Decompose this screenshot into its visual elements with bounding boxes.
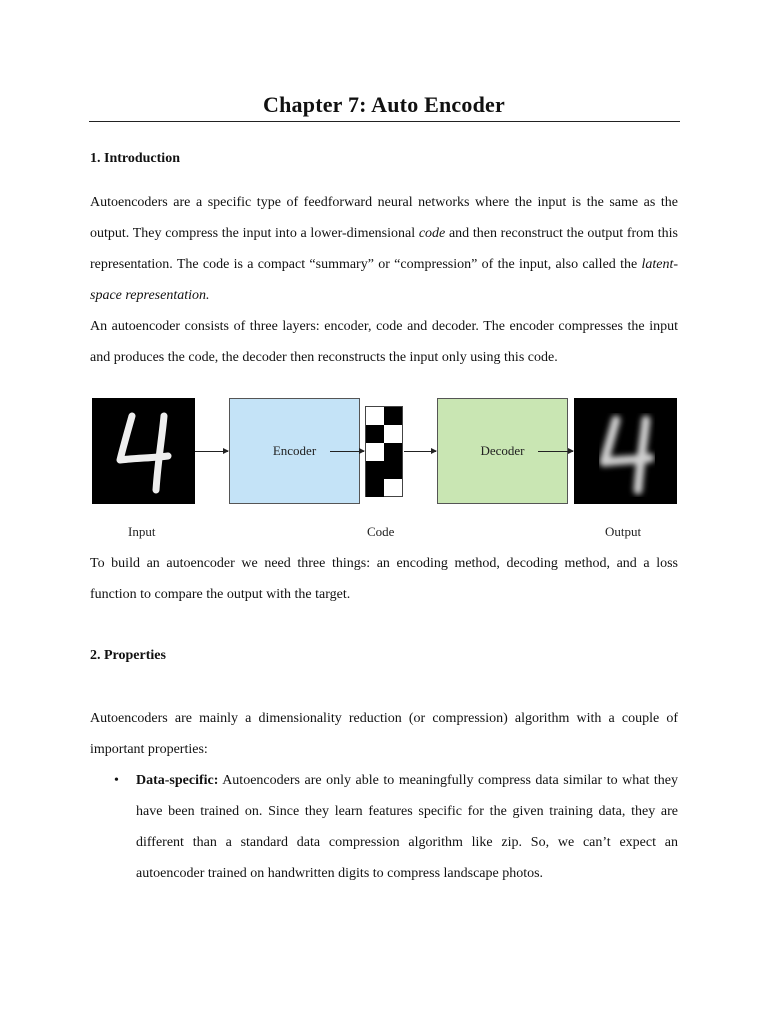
code-cell	[384, 443, 402, 461]
output-label: Output	[605, 524, 642, 539]
encoder-label: Encoder	[272, 443, 317, 458]
code-cell	[366, 461, 384, 479]
bullet-term: Data-specific:	[136, 773, 219, 788]
layers-paragraph: An autoencoder consists of three layers: encoder, code and decoder. The encoder compresses the input and produces the code, the decoder then reconstructs the input only using this code.	[90, 319, 678, 365]
arrow-input-to-encoder	[195, 451, 228, 452]
properties-list	[90, 765, 678, 889]
list-item	[90, 765, 678, 889]
title-divider	[89, 121, 680, 122]
section-heading-introduction: 1. Introduction	[90, 151, 180, 166]
section-heading-properties: 2. Properties	[90, 648, 166, 663]
page-title: Chapter 7: Auto Encoder	[263, 92, 505, 117]
bullet-icon: •	[114, 773, 119, 788]
decoder-label: Decoder	[480, 443, 525, 458]
intro-paragraph	[90, 187, 678, 311]
arrow-encoder-to-code	[330, 451, 364, 452]
intro-code-term: code	[418, 226, 446, 241]
properties-paragraph: Autoencoders are mainly a dimensionality reduction (or compression) algorithm with a couple of important properties:	[90, 711, 678, 757]
requirements-paragraph: To build an autoencoder we need three things: an encoding method, decoding method, and a loss function to compare the output with the target.	[90, 556, 678, 602]
code-cell	[366, 425, 384, 443]
output-digit-image	[574, 398, 677, 504]
intro-text-part-1: Autoencoders are a specific type of feedforward neural networks where the input is the same as the output. They compress the input into a lower-dimensional	[90, 195, 678, 241]
code-cell	[366, 479, 384, 497]
intro-latent-term: latent-space representation.	[90, 257, 678, 303]
arrow-code-to-decoder	[404, 451, 436, 452]
code-label: Code	[367, 524, 395, 539]
autoencoder-diagram	[90, 396, 682, 544]
code-cell	[384, 461, 402, 479]
input-label: Input	[128, 524, 156, 539]
code-vector	[365, 406, 403, 497]
code-cell	[384, 407, 402, 425]
intro-text-part-2: and then reconstruct the output from this representation. The code is a compact “summary” or “compression” of the input, also called the	[90, 226, 678, 272]
bullet-text: Autoencoders are only able to meaningfully compress data similar to what they have been trained on. Since they learn features specific for the given training data, they are different than a standard data compression algorithm like zip. So, we can’t expect an autoencoder trained on handwritten digits to compress landscape photos.	[136, 773, 678, 881]
arrow-decoder-to-output	[538, 451, 573, 452]
input-digit-image	[92, 398, 195, 504]
